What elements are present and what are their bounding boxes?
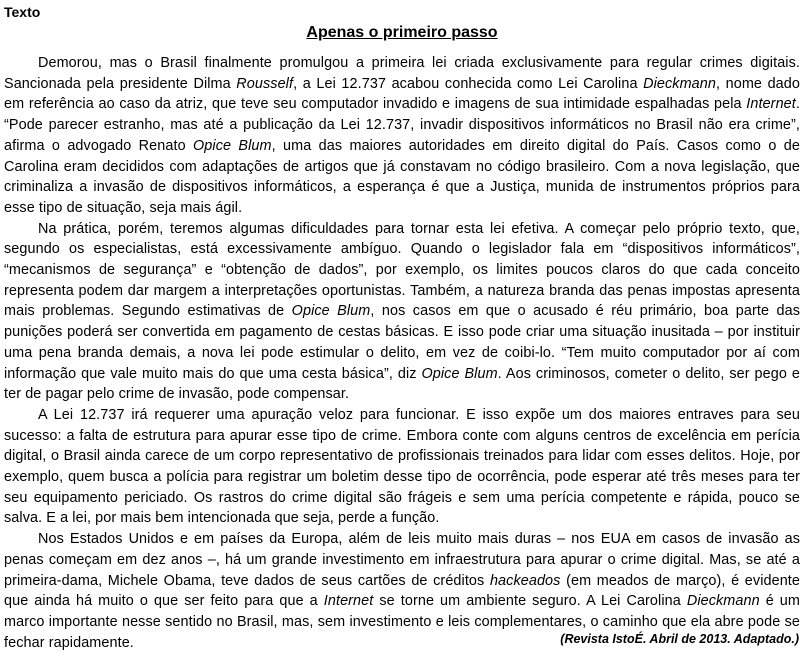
paragraph: Demorou, mas o Brasil finalmente promulgou a primeira lei criada exclusivamente para regular crimes digitais. Sancionada pela presidente Dilma Rousself, a Lei 12.737 acabou conhecida como Lei Carolina Dieckmann, nome dado em referência ao caso da atriz, que teve seu computador invadido e imagens de sua intimidade espalhadas pela Internet. “Pode parecer estranho, mas até a publicação da Lei 12.737, invadir dispositivos informáticos no Brasil não era crime”, afirma o advogado Renato Opice Blum, uma das maiores autoridades em direito digital do País. Casos como o de Carolina eram decididos com adaptações de artigos que já constavam no código brasileiro. Com a nova legislação, que criminaliza a invasão de dispositivos informáticos, a esperança é que a Justiça, munida de instrumentos próprios para esse tipo de situação, seja mais ágil. [4,55,800,216]
section-label: Texto [4,4,41,20]
paragraph: Nos Estados Unidos e em países da Europa, além de leis muito mais duras – nos EUA em casos de invasão as penas começam em dez anos –, há um grande investimento em infraestrutura para apurar o crime digital. Mas, se até a primeira-dama, Michele Obama, teve dados de seus cartões de créditos hackeados (em meados de março), é evidente que ainda há muito o que ser feito para que a Internet se torne um ambiente seguro. A Lei Carolina Dieckmann é um marco importante nesse sentido no Brasil, mas, sem investimento e leis complementares, o caminho que ela abre pode se fechar rapidamente. [4,531,800,651]
article-title: Apenas o primeiro passo [306,24,498,41]
article-body [4,53,800,652]
paragraph: A Lei 12.737 irá requerer uma apuração veloz para funcionar. E isso expõe um dos maiores entraves para seu sucesso: a falta de estrutura para apurar esse tipo de crime. Embora conte com alguns centros de excelência em perícia digital, o Brasil ainda carece de um corpo representativo de profissionais treinados para lidar com esses delitos. Hoje, por exemplo, quem busca a polícia para registrar um boletim desse tipo de ocorrência, pode esperar até três meses para ter seu equipamento periciado. Os rastros do crime digital são frágeis e sem uma perícia competente e rápida, pouco se salva. E a lei, por mais bem intencionada que seja, perde a função. [4,406,800,527]
paragraph: Na prática, porém, teremos algumas dificuldades para tornar esta lei efetiva. A começar pelo próprio texto, que, segundo os especialistas, está excessivamente ambíguo. Quando o legislador fala em “dispositivos informáticos”, “mecanismos de segurança” e “obtenção de dados”, por exemplo, os limites poucos claros do que cada conceito representa podem dar margem a interpretações oportunistas. Também, a natureza branda das penas impostas apresenta mais problemas. Segundo estimativas de Opice Blum, nos casos em que o acusado é réu primário, boa parte das punições poderá ser convertida em pagamento de cestas básicas. E isso pode criar uma situação inusitada – por instituir uma pena branda demais, a nova lei pode estimular o delito, em vez de coibi-lo. “Tem muito computador por aí com informação que vale muito mais do que uma cesta básica”, diz Opice Blum. Aos criminosos, cometer o delito, ser pego e ter de pagar pelo crime de invasão, pode compensar. [4,220,800,403]
attribution: (Revista IstoÉ. Abril de 2013. Adaptado.) [554,631,799,647]
